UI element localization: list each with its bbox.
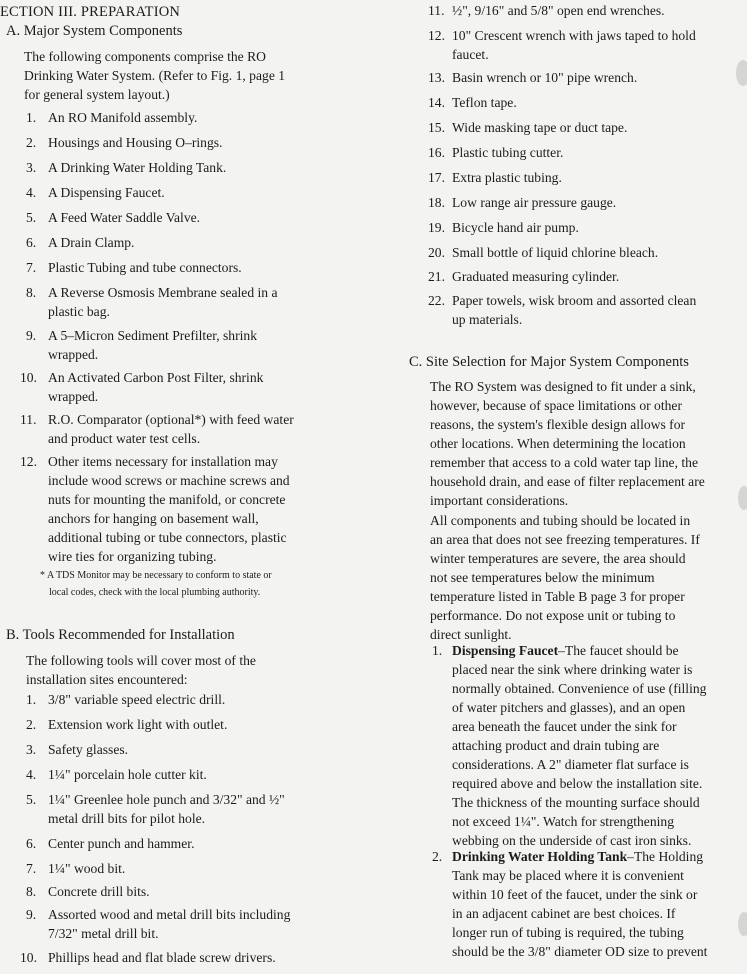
text-line: performance. Do not expose unit or tubing to: [430, 608, 676, 623]
item-text: [452, 143, 563, 162]
text-line: Phillips head and flat blade screw drivers.: [48, 950, 276, 965]
item-text: [48, 834, 194, 853]
text-line: wrapped.: [48, 347, 99, 362]
item-number: 10.: [20, 950, 37, 965]
item-text: [452, 193, 616, 212]
text-line: Plastic tubing cutter.: [452, 145, 564, 160]
item-text: [452, 243, 658, 262]
item-number: 14.: [428, 95, 445, 110]
text-line: The following tools will cover most of the: [26, 653, 256, 668]
text-line: wire ties for organizing tubing.: [48, 549, 217, 564]
item-text: [452, 218, 579, 237]
item-number: 11.: [20, 412, 37, 427]
item-number: 17.: [428, 170, 445, 185]
text-line: Assorted wood and metal drill bits including: [48, 907, 291, 922]
item-title: Drinking Water Holding Tank: [452, 849, 628, 864]
item-text: [48, 740, 128, 759]
text-line: 10" Crescent wrench with jaws taped to hold: [452, 28, 696, 43]
item-number: 7.: [26, 260, 37, 275]
binding-hole-mark: [736, 60, 747, 86]
text-line: Dispensing Faucet–The faucet should be: [452, 643, 679, 658]
item-text: [48, 283, 278, 321]
text-line: All components and tubing should be located in: [430, 513, 691, 528]
section-b-heading: B. Tools Recommended for Installation: [6, 627, 235, 643]
text-line: up materials.: [452, 312, 523, 327]
text-line: of water pitchers and glasses), and an open: [452, 700, 686, 715]
text-line: winter temperatures are severe, the area should: [430, 551, 686, 566]
item-number: 4.: [26, 767, 37, 782]
text-line: The thickness of the mounting surface should: [452, 795, 700, 810]
item-text: [48, 158, 226, 177]
text-line: longer run of tubing is required, the tubing: [452, 925, 684, 940]
item-text: [48, 882, 150, 901]
item-text: [48, 368, 263, 406]
text-line: Extension work light with outlet.: [48, 717, 228, 732]
section-c-paragraph-1: [430, 377, 705, 510]
item-text: [452, 168, 562, 187]
item-text: [48, 183, 165, 202]
item-text: [452, 26, 696, 64]
item-number: 2.: [432, 849, 443, 864]
item-text: [48, 410, 294, 448]
text-line: 7/32" metal drill bit.: [48, 926, 159, 941]
text-line: Tank may be placed where it is convenient: [452, 868, 684, 883]
text-line: temperature listed in Table B page 3 for proper: [430, 589, 685, 604]
item-number: 7.: [26, 861, 37, 876]
text-line: Teflon tape.: [452, 95, 517, 110]
item-number: 3.: [26, 160, 37, 175]
footnote-line: * A TDS Monitor may be necessary to conform to state or: [40, 570, 272, 581]
item-text: [452, 267, 619, 286]
text-line: Plastic Tubing and tube connectors.: [48, 260, 242, 275]
text-line: Basin wrench or 10" pipe wrench.: [452, 70, 638, 85]
item-number: 21.: [428, 269, 445, 284]
text-line: Extra plastic tubing.: [452, 170, 562, 185]
item-number: 2.: [26, 135, 37, 150]
text-line: Drinking Water System. (Refer to Fig. 1, page 1: [24, 68, 286, 83]
item-number: 12.: [428, 28, 445, 43]
text-line: A 5–Micron Sediment Prefilter, shrink: [48, 328, 257, 343]
text-line: in an adjacent cabinet are best choices. If: [452, 906, 676, 921]
text-line: An Activated Carbon Post Filter, shrink: [48, 370, 264, 385]
text-line: and product water test cells.: [48, 431, 201, 446]
text-line: ½", 9/16" and 5/8" open end wrenches.: [452, 3, 665, 18]
text-line: important considerations.: [430, 493, 569, 508]
item-text: [48, 452, 290, 566]
item-number: 5.: [26, 210, 37, 225]
text-line: installation sites encountered:: [26, 672, 188, 687]
text-line: A Drinking Water Holding Tank.: [48, 160, 227, 175]
text-line: A Feed Water Saddle Valve.: [48, 210, 201, 225]
item-number: 16.: [428, 145, 445, 160]
binding-hole-mark: [738, 486, 747, 510]
text-line: 1¼" wood bit.: [48, 861, 126, 876]
item-number: 3.: [26, 742, 37, 757]
item-number: 1.: [432, 643, 443, 658]
text-line: Graduated measuring cylinder.: [452, 269, 620, 284]
item-number: 5.: [26, 792, 37, 807]
text-line: not exceed 1¼". Watch for strengthening: [452, 814, 675, 829]
item-text: [48, 905, 290, 943]
item-number: 1.: [26, 692, 37, 707]
text-line: anchors for hanging on basement wall,: [48, 511, 259, 526]
text-line: required above and below the installation site.: [452, 776, 703, 791]
item-number: 1.: [26, 110, 37, 125]
text-line: plastic bag.: [48, 304, 110, 319]
item-text: [48, 948, 276, 967]
item-text: [452, 93, 517, 112]
text-line: an area that does not see freezing temperatures. If: [430, 532, 700, 547]
text-line: An RO Manifold assembly.: [48, 110, 198, 125]
text-line: R.O. Comparator (optional*) with feed water: [48, 412, 294, 427]
item-text: [48, 690, 225, 709]
text-line: Housings and Housing O–rings.: [48, 135, 223, 150]
text-line: Safety glasses.: [48, 742, 129, 757]
text-line: within 10 feet of the faucet, under the sink or: [452, 887, 698, 902]
item-number: 18.: [428, 195, 445, 210]
section-b-intro: [26, 651, 256, 689]
item-number: 19.: [428, 220, 445, 235]
text-line: include wood screws or machine screws and: [48, 473, 290, 488]
text-line: remember that access to a cold water tap line, the: [430, 455, 698, 470]
item-number: 8.: [26, 285, 37, 300]
text-line: 1¼" Greenlee hole punch and 3/32" and ½": [48, 792, 285, 807]
item-number: 22.: [428, 293, 445, 308]
text-line: webbing on the underside of cast iron sinks.: [452, 833, 692, 848]
item-number: 15.: [428, 120, 445, 135]
item-text: [48, 108, 197, 127]
item-number: 13.: [428, 70, 445, 85]
text-line: 3/8" variable speed electric drill.: [48, 692, 226, 707]
binding-hole-mark: [738, 912, 747, 936]
item-text: [452, 847, 707, 961]
text-line: however, because of space limitations or other: [430, 398, 682, 413]
item-text: [452, 1, 665, 20]
item-text: [452, 68, 637, 87]
section-a-intro: [24, 47, 285, 104]
text-line: should be the 3/8" diameter OD size to prevent: [452, 944, 708, 959]
text-line: Low range air pressure gauge.: [452, 195, 617, 210]
item-number: 8.: [26, 884, 37, 899]
text-line: Other items necessary for installation may: [48, 454, 278, 469]
item-text: [48, 859, 125, 878]
text-line: reasons, the system's flexible design allows for: [430, 417, 686, 432]
item-text: [48, 765, 207, 784]
text-line: A Reverse Osmosis Membrane sealed in a: [48, 285, 278, 300]
item-number: 6.: [26, 235, 37, 250]
section-a-heading: A. Major System Components: [6, 23, 183, 39]
text-line: considerations. A 2" diameter flat surface is: [452, 757, 689, 772]
text-line: Small bottle of liquid chlorine bleach.: [452, 245, 659, 260]
item-text: [48, 133, 222, 152]
item-text: [48, 208, 200, 227]
footnote-line: local codes, check with the local plumbing authority.: [49, 587, 261, 598]
text-line: additional tubing or tube connectors, plastic: [48, 530, 287, 545]
item-number: 6.: [26, 836, 37, 851]
text-line: attaching product and drain tubing are: [452, 738, 660, 753]
text-line: wrapped.: [48, 389, 99, 404]
text-line: A Drain Clamp.: [48, 235, 135, 250]
text-line: placed near the sink where drinking water is: [452, 662, 693, 677]
text-line: The RO System was designed to fit under a sink,: [430, 379, 696, 394]
section-title: ECTION III. PREPARATION: [0, 4, 181, 20]
item-text: [48, 326, 257, 364]
item-text: [452, 641, 706, 850]
item-text: [48, 790, 285, 828]
text-line: A Dispensing Faucet.: [48, 185, 165, 200]
section-c-heading: C. Site Selection for Major System Components: [409, 354, 689, 370]
item-number: 11.: [428, 3, 445, 18]
text-line: Bicycle hand air pump.: [452, 220, 579, 235]
text-line: household drain, and ease of filter replacement are: [430, 474, 705, 489]
item-text: [48, 258, 242, 277]
item-number: 20.: [428, 245, 445, 260]
text-line: Drinking Water Holding Tank–The Holding: [452, 849, 704, 864]
text-line: metal drill bits for pilot hole.: [48, 811, 206, 826]
item-text: [48, 715, 227, 734]
text-line: not see temperatures below the minimum: [430, 570, 655, 585]
item-number: 10.: [20, 370, 37, 385]
section-c-paragraph-2: [430, 511, 700, 644]
text-line: normally obtained. Convenience of use (filling: [452, 681, 707, 696]
text-line: Paper towels, wisk broom and assorted clean: [452, 293, 697, 308]
text-line: Wide masking tape or duct tape.: [452, 120, 628, 135]
item-number: 9.: [26, 907, 37, 922]
item-title: Dispensing Faucet: [452, 643, 559, 658]
text-line: for general system layout.): [24, 87, 170, 102]
text-line: area beneath the faucet under the sink for: [452, 719, 677, 734]
text-line: direct sunlight.: [430, 627, 512, 642]
text-line: Concrete drill bits.: [48, 884, 150, 899]
text-line: other locations. When determining the location: [430, 436, 686, 451]
item-text: [452, 118, 627, 137]
item-number: 9.: [26, 328, 37, 343]
text-line: 1¼" porcelain hole cutter kit.: [48, 767, 207, 782]
text-line: Center punch and hammer.: [48, 836, 195, 851]
footnote: [40, 567, 272, 601]
item-text: [452, 291, 696, 329]
item-number: 4.: [26, 185, 37, 200]
text-line: faucet.: [452, 47, 489, 62]
item-number: 2.: [26, 717, 37, 732]
text-line: The following components comprise the RO: [24, 49, 266, 64]
text-line: nuts for mounting the manifold, or concrete: [48, 492, 286, 507]
item-text: [48, 233, 134, 252]
item-number: 12.: [20, 454, 37, 469]
